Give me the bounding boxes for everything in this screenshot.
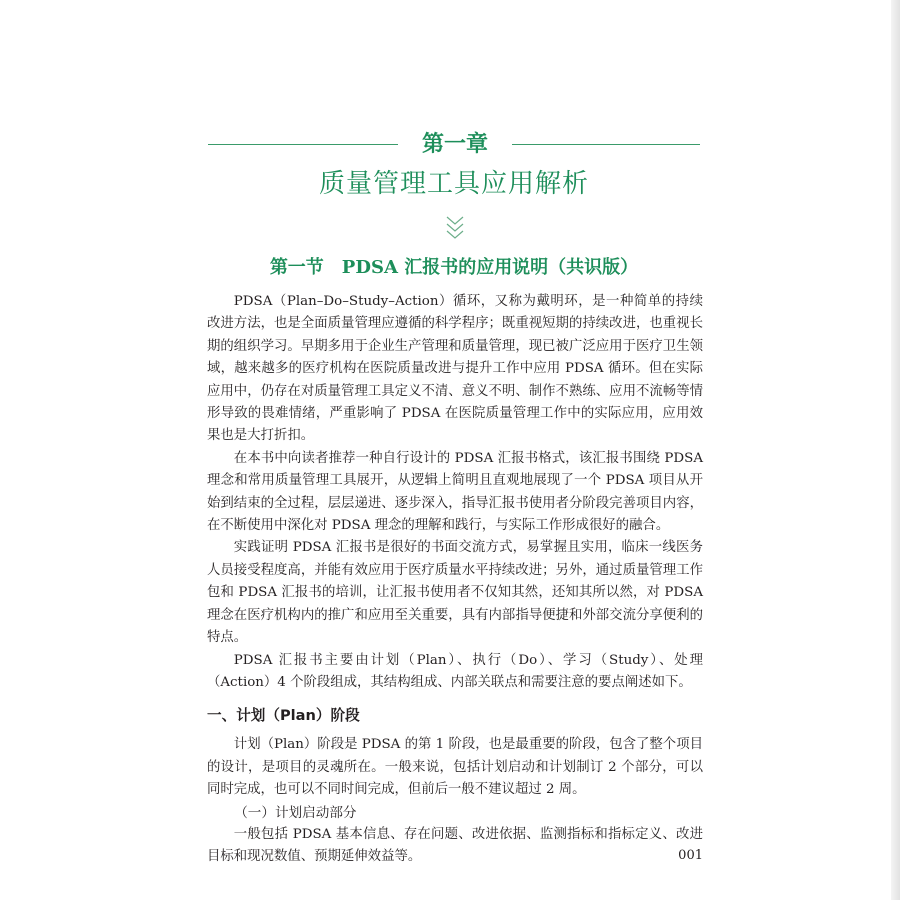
paragraph: 实践证明 PDSA 汇报书是很好的书面交流方式，易掌握且实用，临床一线医务人员接受程度高，并能有效应用于医疗质量水平持续改进；另外，通过质量管理工作包和 PDSA 汇报书的培训，让汇报书使用者不仅知其然，还知其所以然，对 PDSA 理念在医疗机构内的推广和应用至关重要，具有内部指导便捷和外部交流分享便利的特点。	[207, 540, 703, 646]
double-chevron-down-icon	[440, 212, 470, 242]
section-title: 第一节 PDSA 汇报书的应用说明（共识版）	[269, 257, 639, 278]
page-number: 001	[678, 848, 703, 863]
chapter-label: 第一章	[421, 132, 488, 157]
plan-paragraph: 计划（Plan）阶段是 PDSA 的第 1 阶段，也是最重要的阶段，包含了整个项目的设计，是项目的灵魂所在。一般来说，包括计划启动和计划制订 2 个部分，可以同时完成，也可以不同时间完成，但前后一般不建议超过 2 周。	[207, 737, 703, 798]
page-gutter-shadow	[891, 0, 900, 900]
chapter-header	[208, 130, 700, 160]
paragraph: PDSA（Plan–Do–Study–Action）循环，又称为戴明环，是一种简单的持续改进方法，也是全面质量管理应遵循的科学程序；既重视短期的持续改进，也重视长期的组织学习。早期多用于企业生产管理和质量管理，现已被广泛应用于医疗卫生领域，越来越多的医疗机构在医院质量改进与提升工作中应用 PDSA 循环。但在实际应用中，仍存在对质量管理工具定义不清、意义不明、制作不熟练、应用不流畅等情形导致的畏难情绪，严重影响了 PDSA 在医院质量管理工作中的实际应用，应用效果也是大打折扣。	[207, 294, 703, 444]
paragraph: PDSA 汇报书主要由计划（Plan）、执行（Do）、学习（Study）、处理（Action）4 个阶段组成，其结构组成、内部关联点和需要注意的要点阐述如下。	[207, 652, 703, 690]
chapter-rule-left	[208, 144, 398, 145]
subheading-plan-start: （一）计划启动部分	[234, 804, 357, 821]
chapter-title: 质量管理工具应用解析	[318, 169, 589, 199]
start-paragraph: 一般包括 PDSA 基本信息、存在问题、改进依据、监测指标和指标定义、改进目标和现况数值、预期延伸效益等。	[207, 826, 703, 865]
chapter-rule-right	[512, 144, 700, 145]
heading-plan-stage: 一、计划（Plan）阶段	[207, 707, 360, 725]
body-text	[207, 291, 703, 869]
paragraph: 在本书中向读者推荐一种自行设计的 PDSA 汇报书格式，该汇报书围绕 PDSA 理念和常用质量管理工具展开，从逻辑上简明且直观地展现了一个 PDSA 项目从开始到结束的全过程，层层递进、逐步深入，指导汇报书使用者分阶段完善项目内容，在不断使用中深化对 PDSA 理念的理解和践行，与实际工作形成很好的融合。	[207, 450, 703, 534]
